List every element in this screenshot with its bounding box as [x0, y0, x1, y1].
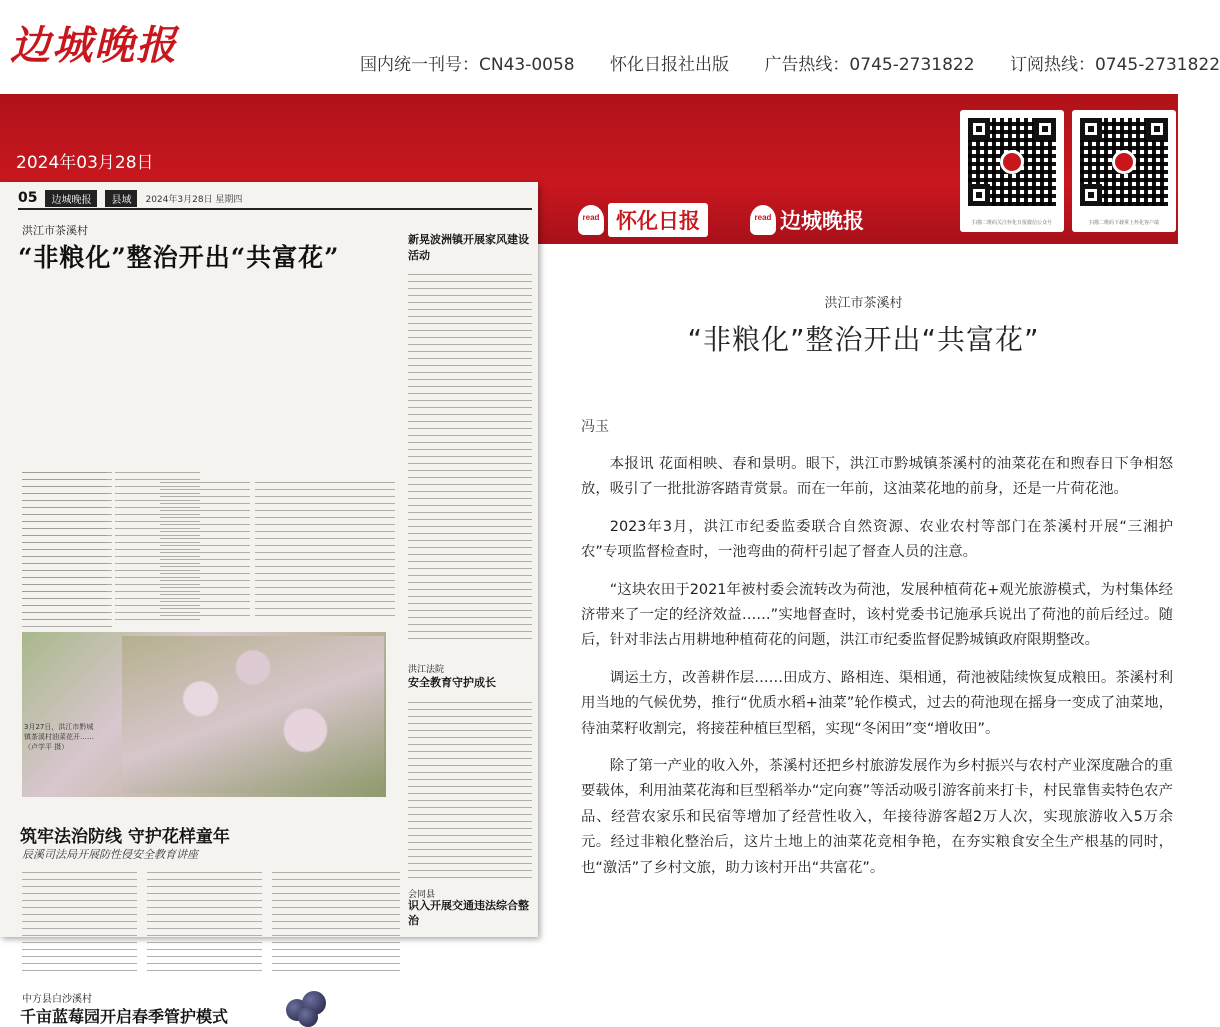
photo-caption: 3月27日，洪江市黔城镇茶溪村油菜花开……（卢学平 摄） — [24, 723, 94, 751]
app-qr-code — [1072, 110, 1176, 232]
page-number: 05 — [18, 190, 38, 206]
side-story-title[interactable]: 新晃波洲镇开展家风建设活动 — [408, 233, 529, 262]
qr-corner-icon — [1080, 118, 1102, 140]
issue-date[interactable]: 2024年03月28日 — [16, 153, 154, 173]
read-badge-icon: read — [750, 205, 776, 235]
text-column — [22, 872, 137, 972]
side-story-kicker: 会同县 — [408, 890, 436, 900]
brand-biancheng-evening[interactable] — [750, 200, 864, 240]
qr-caption: 扫描二维码关注怀化日报微信公众号 — [971, 220, 1052, 226]
qr-logo-icon — [1112, 150, 1136, 174]
qr-logo-icon — [1000, 150, 1024, 174]
qr-corner-icon — [1034, 118, 1056, 140]
rapeseed-field-photo[interactable] — [22, 632, 386, 797]
article-paragraph: 2023年3月，洪江市纪委监委联合自然资源、农业农村等部门在茶溪村开展“三湘护农”专项监督检查时，一池弯曲的荷杆引起了督查人员的注意。 — [581, 518, 1173, 561]
qr-corner-icon — [1080, 184, 1102, 206]
qr-corner-icon — [968, 184, 990, 206]
brand-label: 怀化日报 — [608, 203, 708, 237]
blueberry-icon — [286, 987, 328, 1027]
article-paragraph: 本报讯 花面相映、春和景明。眼下，洪江市黔城镇茶溪村的油菜花在和煦春日下争相怒放，吸引了一批批游客踏青赏景。而在一年前，这油菜花地的前身，还是一片荷花池。 — [581, 456, 1173, 498]
article-paragraph: 调运土方，改善耕作层……田成方、路相连、渠相通，荷池被陆续恢复成粮田。茶溪村利用当地的气候优势，推行“优质水稻+油菜”轮作模式，过去的荷池现在摇身一变成了油菜地，待油菜籽收割完，将接茬种植巨型稻，实现“冬闲田”变“增收田”。 — [581, 669, 1173, 737]
article-kicker: 洪江市茶溪村 — [824, 296, 903, 311]
ad-hotline: 广告热线：0745-2731822 — [764, 55, 975, 75]
cn-number: 国内统一刊号：CN43-0058 — [360, 55, 575, 75]
wechat-qr-code — [960, 110, 1064, 232]
paper-name: 边城晚报 — [45, 190, 97, 207]
masthead — [0, 0, 1220, 94]
text-column — [147, 872, 262, 972]
publisher: 怀化日报社出版 — [610, 55, 730, 75]
article-panel — [549, 244, 1178, 937]
article-body — [581, 452, 1173, 893]
photo-image — [122, 636, 384, 793]
section-name: 县域 — [105, 190, 137, 207]
text-column — [272, 872, 400, 972]
newspaper-logo[interactable]: 边城晚报 — [10, 22, 178, 69]
story-headline[interactable]: 千亩蓝莓园开启春季管护模式 — [20, 1007, 229, 1026]
qr-corner-icon — [1146, 118, 1168, 140]
text-column — [160, 482, 250, 622]
article-paragraph: “这块农田于2021年被村委会流转改为荷池，发展种植荷花+观光旅游模式，为村集体经济带来了一定的经济效益……”实地督查时，该村党委书记施承兵说出了荷池的前后经过。随后，针对非法占用耕地种植荷花的问题，洪江市纪委监督促黔城镇政府限期整改。 — [581, 581, 1173, 649]
side-story-title[interactable]: 安全教育守护成长 — [408, 676, 496, 689]
read-badge-icon: read — [578, 205, 604, 235]
newspaper-page-scan[interactable] — [0, 182, 538, 1026]
story-subheadline: 辰溪司法局开展防性侵安全教育讲座 — [22, 848, 198, 861]
article-title: “非粮化”整治开出“共富花” — [687, 323, 1040, 356]
text-column — [408, 274, 532, 644]
article-paragraph: 除了第一产业的收入外，茶溪村还把乡村旅游发展作为乡村振兴与农村产业深度融合的重要载体，利用油菜花海和巨型稻举办“定向赛”等活动吸引游客前来打卡，村民靠售卖特色农产品、经营农家乐和民宿等增加了经营性收入，年接待游客超2万人次，实现旅游收入5万余元。经过非粮化整治后，这片土地上的油菜花竞相争艳，在夯实粮食安全生产根基的同时，也“激活”了乡村文旅，助力该村开出“共富花”。 — [581, 758, 1173, 876]
lead-kicker: 洪江市茶溪村 — [22, 224, 88, 237]
story-kicker: 中方县白沙溪村 — [22, 994, 92, 1005]
brand-huaihua-daily[interactable] — [578, 200, 708, 240]
side-story-title[interactable]: 识入开展交通违法综合整治 — [408, 899, 529, 927]
lead-headline[interactable]: “非粮化”整治开出“共富花” — [18, 243, 340, 272]
story-headline[interactable]: 筑牢法治防线 守护花样童年 — [20, 827, 230, 847]
header-note: 2024年3月28日 星期四 — [145, 194, 243, 205]
qr-caption: 扫描二维码下载掌上怀化客户端 — [1088, 220, 1159, 226]
publication-info — [360, 50, 1220, 75]
page-header — [18, 188, 532, 210]
brand-label: 边城晚报 — [780, 208, 864, 233]
qr-corner-icon — [968, 118, 990, 140]
text-column — [255, 482, 395, 622]
article-author: 冯玉 — [581, 419, 609, 435]
side-story-kicker: 洪江法院 — [408, 665, 445, 675]
text-column — [408, 702, 532, 882]
subscribe-hotline: 订阅热线：0745-2731822 — [1009, 55, 1220, 75]
